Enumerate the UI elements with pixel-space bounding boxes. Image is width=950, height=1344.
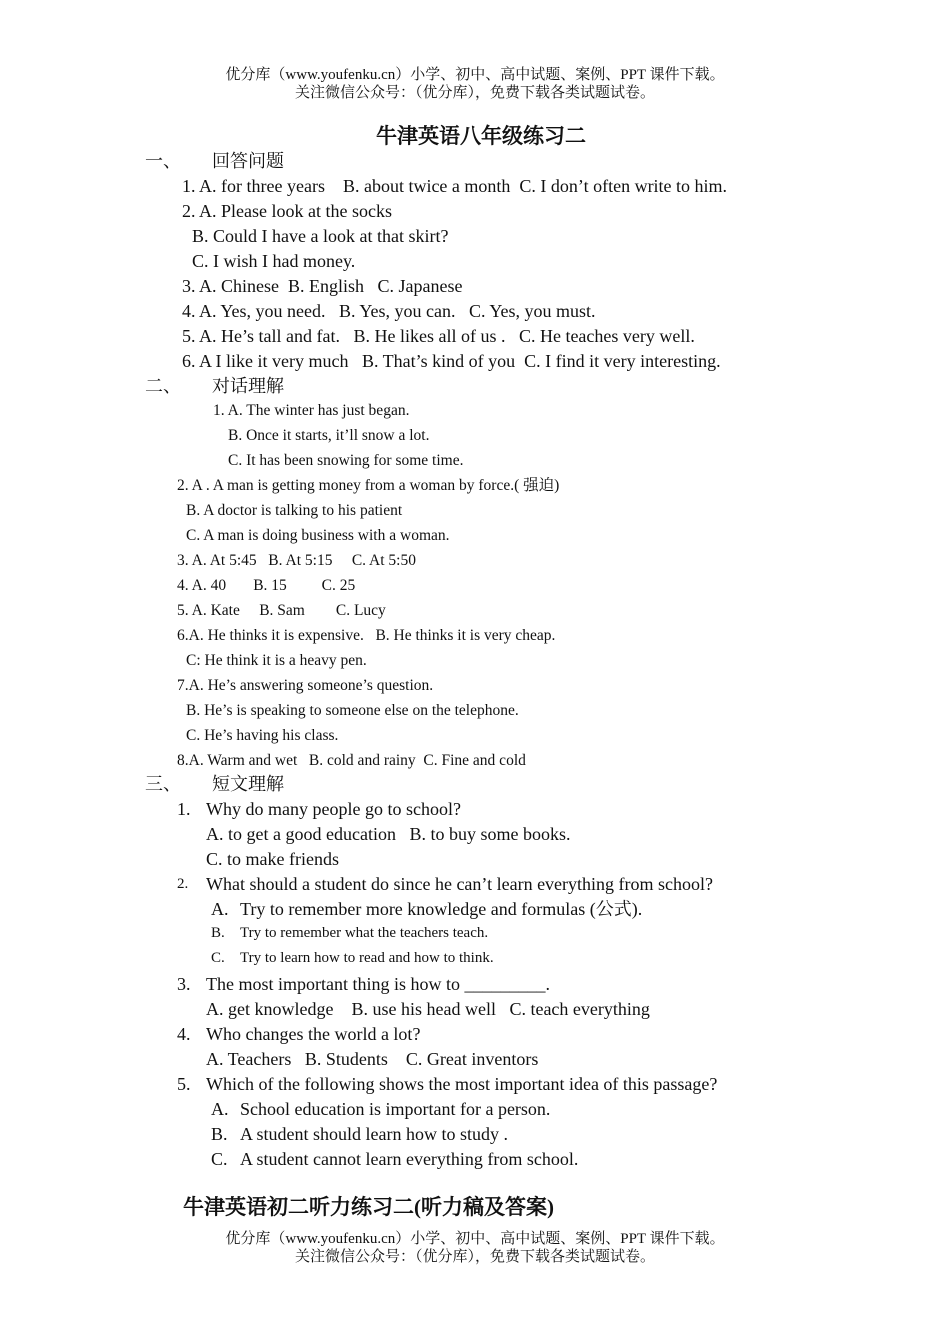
part2-line: 2. A . A man is getting money from a woman by force.( 强迫) (177, 477, 560, 494)
part1-line: C. I wish I had money. (192, 251, 356, 271)
part1-line: B. Could I have a look at that skirt? (192, 226, 449, 246)
part1-line: 4. A. Yes, you need. B. Yes, you can. C. Yes, you must. (182, 301, 596, 321)
option-letter: C. (211, 950, 225, 966)
option-text: Try to remember what the teachers teach. (240, 925, 489, 941)
question-options: A. get knowledge B. use his head well C. teach everything (206, 999, 650, 1019)
footer-line-1: 优分库（www.youfenku.cn）小学、初中、高中试题、案例、PPT 课件下载。 (225, 1231, 725, 1247)
option-text: A student cannot learn everything from school. (240, 1149, 579, 1169)
option-text: School education is important for a person. (240, 1099, 551, 1119)
footer-line-2: 关注微信公众号：（优分库），免费下载各类试题试卷。 (294, 1249, 655, 1265)
question-number: 5. (177, 1074, 191, 1094)
section-3-number: 三、 (145, 774, 181, 794)
header-line-2: 关注微信公众号：（优分库），免费下载各类试题试卷。 (294, 85, 655, 101)
part2-line: C. A man is doing business with a woman. (186, 527, 450, 544)
question-number: 1. (177, 799, 191, 819)
option-text: Try to remember more knowledge and formulas (公式). (240, 899, 643, 919)
part1-line: 1. A. for three years B. about twice a month C. I don’t often write to him. (182, 176, 728, 196)
part2-line: 6.A. He thinks it is expensive. B. He thinks it is very cheap. (177, 627, 556, 644)
answer-key-title: 牛津英语初二听力练习二(听力稿及答案) (183, 1195, 554, 1219)
option-letter: B. (211, 1124, 228, 1144)
option-letter: C. (211, 1149, 228, 1169)
part2-line: 5. A. Kate B. Sam C. Lucy (177, 602, 386, 619)
part2-line: B. Once it starts, it’ll snow a lot. (228, 427, 430, 444)
question-text: The most important thing is how to _________. (206, 974, 550, 994)
question-number: 2. (177, 876, 189, 892)
part1-line: 6. A I like it very much B. That’s kind of you C. I find it very interesting. (182, 351, 721, 371)
part1-line: 2. A. Please look at the socks (182, 201, 392, 221)
part2-line: B. A doctor is talking to his patient (186, 502, 403, 519)
part2-line: C. He’s having his class. (186, 727, 339, 744)
part2-line: 1. A. The winter has just began. (213, 402, 410, 419)
part2-line: C: He think it is a heavy pen. (186, 652, 367, 669)
question-options: A. to get a good education B. to buy some books. (206, 824, 571, 844)
part2-line: 4. A. 40 B. 15 C. 25 (177, 577, 356, 594)
section-1-heading: 回答问题 (212, 151, 284, 171)
part2-line: 8.A. Warm and wet B. cold and rainy C. Fine and cold (177, 752, 526, 769)
option-letter: B. (211, 925, 225, 941)
part2-line: 3. A. At 5:45 B. At 5:15 C. At 5:50 (177, 552, 416, 569)
section-1-number: 一、 (145, 151, 181, 171)
section-3-heading: 短文理解 (212, 774, 284, 794)
section-2-heading: 对话理解 (212, 376, 284, 396)
question-number: 3. (177, 974, 191, 994)
question-number: 4. (177, 1024, 191, 1044)
option-letter: A. (211, 899, 229, 919)
question-text: Why do many people go to school? (206, 799, 461, 819)
page-title: 牛津英语八年级练习二 (376, 124, 586, 148)
question-text: Which of the following shows the most important idea of this passage? (206, 1074, 718, 1094)
part1-line: 3. A. Chinese B. English C. Japanese (182, 276, 463, 296)
question-options: A. Teachers B. Students C. Great inventors (206, 1049, 539, 1069)
question-text: Who changes the world a lot? (206, 1024, 421, 1044)
question-options: C. to make friends (206, 849, 339, 869)
part1-line: 5. A. He’s tall and fat. B. He likes all of us . C. He teaches very well. (182, 326, 695, 346)
option-text: A student should learn how to study . (240, 1124, 508, 1144)
option-letter: A. (211, 1099, 229, 1119)
header-line-1: 优分库（www.youfenku.cn）小学、初中、高中试题、案例、PPT 课件下载。 (225, 67, 725, 83)
section-2-number: 二、 (145, 376, 181, 396)
part2-line: C. It has been snowing for some time. (228, 452, 464, 469)
part2-line: 7.A. He’s answering someone’s question. (177, 677, 434, 694)
part2-line: B. He’s is speaking to someone else on the telephone. (186, 702, 519, 719)
question-text: What should a student do since he can’t learn everything from school? (206, 874, 714, 894)
option-text: Try to learn how to read and how to think. (240, 950, 494, 966)
